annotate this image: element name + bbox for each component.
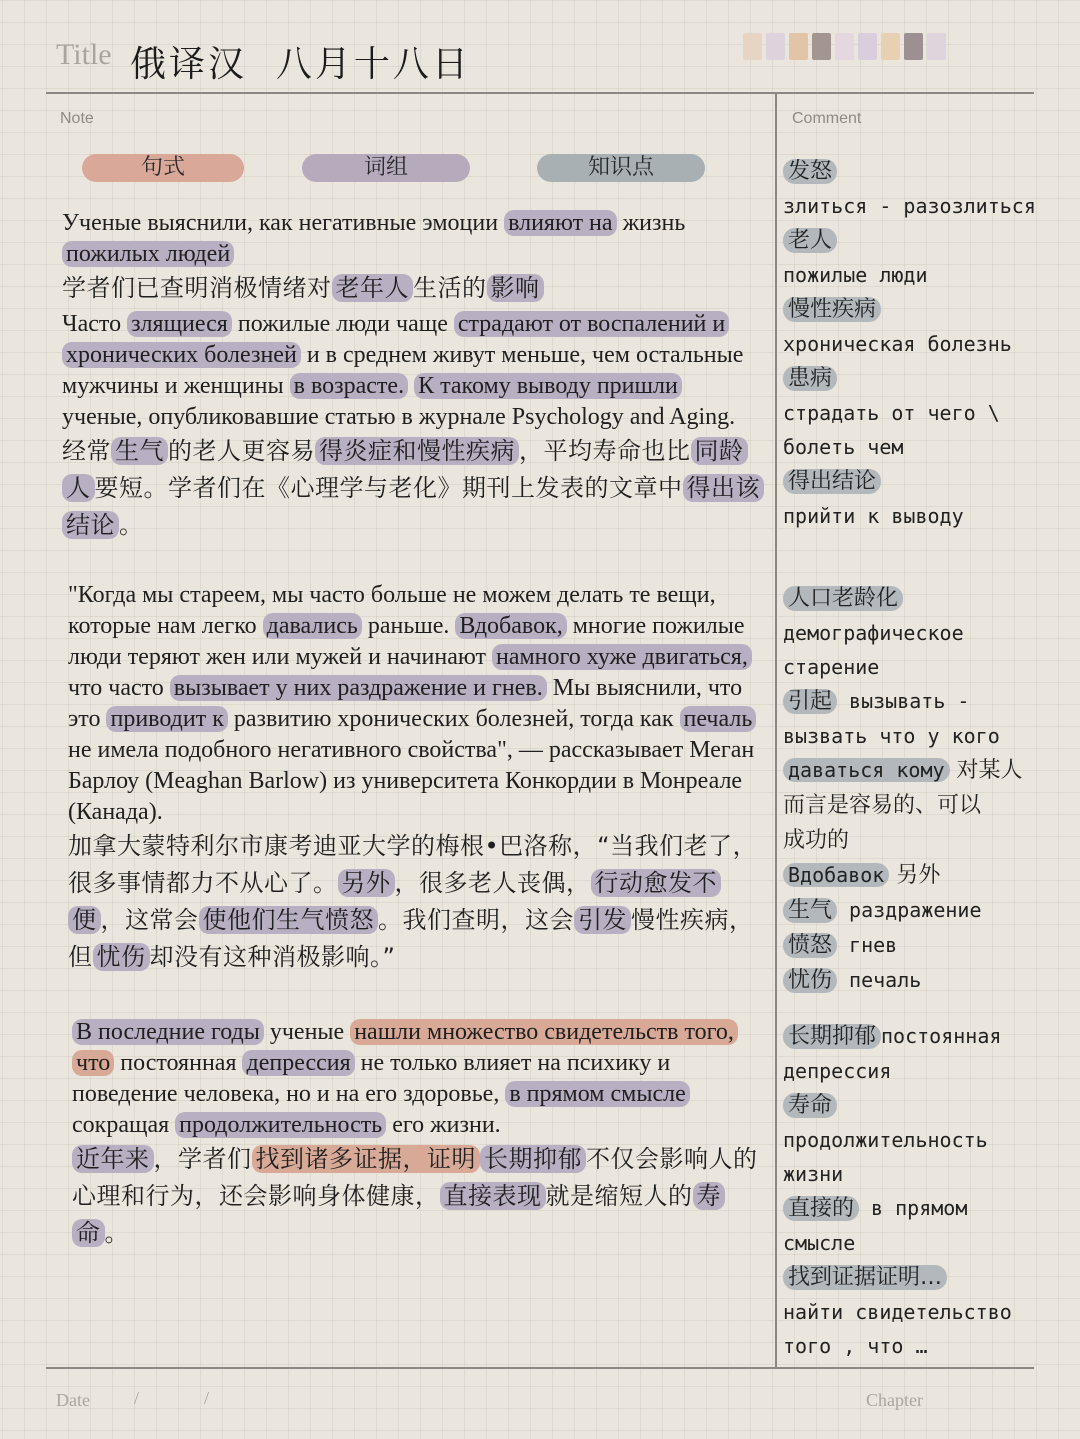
text-segment: 慢性疾病，但 [68,906,754,971]
color-swatch [904,33,923,60]
comment-term: 引起 [783,689,837,714]
comment-line [783,1019,1073,1054]
text-segment: Ученые выяснили, как негативные эмоции [62,210,505,236]
phrase-highlight: депрессия [242,1050,354,1076]
comment-text: старение [783,655,880,679]
comment-text: 对某人 [949,758,1023,783]
phrase-highlight: приводит к [106,706,227,732]
phrase-highlight: в прямом смысле [505,1081,689,1107]
phrase-highlight: в возрасте. [290,373,408,399]
comment-text: пожилые люди [783,263,928,287]
text-segment: жизнь [616,210,686,236]
comment-term: 慢性疾病 [783,297,881,322]
text-segment: "Когда мы стареем, мы часто больше не можем делать те вещи, которые нам легко [68,582,716,639]
paragraph-2-chinese [62,433,762,544]
comment-term: 找到证据证明… [783,1265,947,1290]
comment-line [783,154,1073,189]
text-segment: и в среднем живут меньше, чем остальные мужчины и женщины [62,342,744,399]
text-segment: 生活的 [413,274,487,302]
phrase-highlight: вызывает у них раздражение и гнев. [170,675,547,701]
comment-group-2 [783,581,1073,998]
comment-text: хроническая болезнь [783,332,1012,356]
comment-line [783,823,1073,858]
date-label: Date [56,1390,90,1410]
text-segment: ученые [263,1019,351,1045]
comment-term: 寿命 [783,1093,837,1118]
text-segment: не имела подобного негативного свойства", — рассказывает Меган Барлоу (Meaghan Barlow) из университета Конкордии в Монреале (Канада). [68,737,755,825]
paragraph-3-chinese [68,828,768,976]
paragraph-2-russian [62,309,762,433]
comment-label: Comment [792,110,862,127]
comment-text: гнев [837,933,898,957]
text-segment: 。 [119,511,144,539]
header-divider [46,92,1034,94]
phrase-highlight: 生气 [111,437,168,465]
comment-term: даваться кому [783,758,950,782]
text-segment: многие пожилые люди теряют жен или мужей и начинают [68,613,745,670]
phrase-highlight: 老年人 [332,274,414,302]
comment-term: 人口老龄化 [783,586,903,611]
phrase-highlight: К такому выводу пришли [414,373,682,399]
color-swatch [743,33,762,60]
comment-line [783,1260,1073,1295]
comment-line [783,189,1073,223]
comment-text: вызывать - [837,689,970,713]
comment-text: того , что … [783,1334,928,1358]
text-segment: 不仅会影响人的心理和行为，还会影响身体健康， [72,1145,758,1210]
comment-line [783,361,1073,396]
comment-text: продолжительность [783,1128,988,1152]
date-slash-1: / [134,1388,140,1408]
phrase-highlight: 使他们生气愤怒 [199,906,379,934]
comment-line [783,430,1073,464]
text-segment: его жизни. [386,1112,501,1138]
comment-term: 愤怒 [783,933,837,958]
phrase-highlight: влияют на [504,210,616,236]
text-segment: развитию хронических болезней, тогда как [227,706,680,732]
color-swatch [881,33,900,60]
comment-line [783,499,1073,533]
comment-term: 忧伤 [783,968,837,993]
comment-text: в прямом [859,1196,968,1220]
comment-term: Вдобавок [783,863,889,887]
comment-text: печаль [837,968,922,992]
comment-text: демографическое [783,621,964,645]
comment-line [783,650,1073,684]
comment-text: смысле [783,1231,856,1255]
comment-line [783,581,1073,616]
comment-line [783,963,1073,998]
comment-line [783,464,1073,499]
comment-line [783,1191,1073,1226]
chapter-label: Chapter [866,1390,923,1410]
text-segment: 要短。学者们在《心理学与老化》期刊上发表的文章中 [94,474,683,502]
phrase-highlight: печаль [680,706,757,732]
text-segment: 却没有这种消极影响。” [149,943,396,971]
comment-text: раздражение [837,898,982,922]
text-segment: постоянная [114,1050,243,1076]
comment-line [783,258,1073,292]
paragraph-2 [62,309,762,544]
text-segment: что часто [68,675,170,701]
comment-term: 老人 [783,228,837,253]
comment-text: прийти к выводу [783,504,964,528]
text-segment: ，很多老人丧偶， [394,869,591,897]
comment-text: найти свидетельство [783,1300,1012,1324]
phrase-highlight: 得出该结论 [62,474,764,539]
syntax-highlight: нашли множество свидетельств того, что [72,1019,738,1076]
comment-line [783,1295,1073,1329]
comment-line [783,1054,1073,1088]
title-label: Title [56,38,112,71]
comment-text: депрессия [783,1059,892,1083]
comment-line [783,788,1073,823]
comment-group-1 [783,154,1073,533]
comment-line [783,292,1073,327]
comment-line [783,684,1073,719]
phrase-highlight: 近年来 [72,1145,154,1173]
comment-line [783,753,1073,788]
color-swatch [927,33,946,60]
paragraph-3-russian [68,580,768,828]
comment-term: 患病 [783,366,837,391]
comment-line [783,719,1073,753]
paragraph-1 [62,208,762,307]
comment-line [783,327,1073,361]
text-segment: ，学者们 [153,1145,252,1173]
phrase-highlight: 行动愈发不便 [68,869,721,934]
text-segment: не только влияет на психику и поведение человека, но и на его здоровье, [72,1050,671,1107]
text-segment: 经常 [62,437,111,465]
text-segment: Часто [62,311,128,337]
comment-line [783,858,1073,893]
color-swatch [812,33,831,60]
comment-term: 发怒 [783,159,837,184]
paragraph-4 [72,1017,772,1252]
comment-line [783,616,1073,650]
comment-line [783,1123,1073,1157]
color-swatches [743,33,946,60]
paragraph-1-russian [62,208,762,270]
text-segment: Мы выяснили, что это [68,675,743,732]
comment-term: 得出结论 [783,469,881,494]
comment-text: злиться - разозлиться [783,194,1036,218]
comment-group-3 [783,1019,1073,1363]
phrase-highlight: 影响 [487,274,544,302]
comment-text: 另外 [889,863,941,888]
comment-term: 直接的 [783,1196,859,1221]
comment-text: болеть чем [783,435,904,459]
comment-line [783,1226,1073,1260]
text-segment: раньше. [361,613,456,639]
text-segment: 。我们查明，这会 [378,906,574,934]
comment-text: 而言是容易的、可以 [783,793,982,818]
text-segment: 学者们已查明消极情绪对 [62,274,332,302]
page-title: 俄译汉 八月十八日 [130,44,471,85]
comment-line [783,893,1073,928]
phrase-highlight: пожилых людей [62,241,234,267]
paragraph-3 [68,580,768,976]
phrase-highlight: В последние годы [72,1019,264,1045]
legend-phrase: 词组 [302,154,470,182]
color-swatch [766,33,785,60]
syntax-highlight: 找到诸多证据，证明 [252,1145,481,1173]
paragraph-4-russian [72,1017,772,1141]
comment-line [783,1088,1073,1123]
phrase-highlight: 引发 [574,906,631,934]
phrase-highlight: 直接表现 [440,1182,546,1210]
text-segment: ，平均寿命也比 [519,437,691,465]
color-swatch [835,33,854,60]
comment-line [783,223,1073,258]
comment-text: 成功的 [783,828,850,853]
phrase-highlight: злящиеся [127,311,232,337]
column-divider [775,92,777,1368]
phrase-highlight: 得炎症和慢性疾病 [315,437,519,465]
phrase-highlight: давались [263,613,362,639]
phrase-highlight: 长期抑郁 [480,1145,586,1173]
phrase-highlight: продолжительность [175,1112,386,1138]
paragraph-4-chinese [72,1141,772,1252]
color-swatch [789,33,808,60]
phrase-highlight: 另外 [338,869,395,897]
legend-syntax: 句式 [82,154,244,182]
text-segment: пожилые люди чаще [231,311,454,337]
comment-text: вызвать что у кого [783,724,1000,748]
phrase-highlight: страдают от воспалений и хронических болезней [62,311,729,368]
date-slash-2: / [204,1388,210,1408]
text-segment: 。 [104,1219,129,1247]
comment-term: 生气 [783,898,837,923]
comment-line [783,1157,1073,1191]
comment-line [783,1329,1073,1363]
text-segment: сокращая [72,1112,176,1138]
text-segment: ，这常会 [100,906,199,934]
legend-knowledge: 知识点 [537,154,705,182]
text-segment: 的老人更容易 [168,437,315,465]
text-segment: 就是缩短人的 [545,1182,693,1210]
phrase-highlight: 忧伤 [93,943,150,971]
comment-term: 长期抑郁 [783,1024,881,1049]
comment-line [783,928,1073,963]
phrase-highlight: 同龄人 [62,437,748,502]
phrase-highlight: намного хуже двигаться, [492,644,752,670]
phrase-highlight: 寿命 [72,1182,725,1247]
comment-text: постоянная [881,1024,1002,1048]
text-segment: 加拿大蒙特利尔市康考迪亚大学的梅根•巴洛称，“当我们老了，很多事情都力不从心了。 [68,832,758,897]
comment-text: жизни [783,1162,844,1186]
phrase-highlight: Вдобавок, [455,613,566,639]
footer-divider [46,1367,1034,1369]
text-segment: ученые, опубликовавшие статью в журнале Psychology and Aging. [62,404,736,430]
comment-text: страдать от чего \ [783,401,1000,425]
note-label: Note [60,110,94,127]
paragraph-1-chinese [62,270,762,307]
comment-line [783,396,1073,430]
color-swatch [858,33,877,60]
